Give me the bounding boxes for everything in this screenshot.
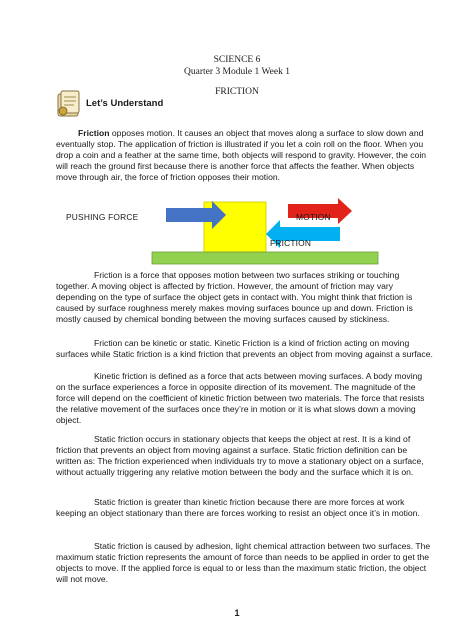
- friction-diagram: [60, 196, 420, 268]
- intro-paragraph: [56, 128, 434, 183]
- kinetic-static-paragraph: Friction can be kinetic or static. Kinetic Friction is a kind of friction acting on moving surfaces while Static friction is a kind friction that prevents an object from moving against a surface.: [56, 338, 433, 360]
- kinetic-friction-paragraph: Kinetic friction is defined as a force that acts between moving surfaces. A body moving on the surface experiences a force in opposite direction of its movement. The magnitude of the force will depend on the coefficient of kinetic friction between two materials. The force that resists the relative movement of the surfaces once they’re in motion or it is what slows down a moving object.: [56, 371, 425, 426]
- adhesion-paragraph: Static friction is caused by adhesion, light chemical attraction between two surfaces. The maximum static friction represents the amount of force than needs to be applied in order to get the objects to move. If the applied force is equal to or less than the maximum static friction, the object will not move.: [56, 541, 431, 585]
- section-title: Let’s Understand: [86, 98, 164, 109]
- static-friction-paragraph: Static friction occurs in stationary objects that keeps the object at rest. It is a kind of friction that prevents an object from moving against a surface. Static friction definition can be written as: The friction experienced when individuals try to move a stationary object on a surface, without actually triggering any relative motion between the body and the surface which it is on.: [56, 434, 424, 478]
- subject-heading: SCIENCE 6: [213, 55, 261, 65]
- topic-title: FRICTION: [215, 87, 259, 97]
- page-number: 1: [234, 608, 240, 618]
- intro-text: opposes motion. It causes an object that moves along a surface to slow down and eventually stop. The application of friction is illustrated if you let a coin roll on the floor. When you drop a coin and a feather at the same time, both objects will respond to gravity. However, the coin will reach the ground first because there is another force that affects the feather. When objects move through air, the force of friction opposes their motion.: [56, 128, 427, 183]
- friction-label: FRICTION: [270, 238, 312, 248]
- friction-definition-paragraph: Friction is a force that opposes motion between two surfaces striking or touching together. A moving object is affected by friction. However, the amount of friction may vary depending on the type of surface the object gets in contact with. You might think that friction is caused by surface roughness merely makes moving surfaces bounce up and down. Friction is mostly caused by chemical bonding between the moving surfaces caused by stickiness.: [56, 270, 413, 325]
- surface-bar: [152, 252, 378, 264]
- scroll-book-icon: [56, 90, 82, 118]
- pushing-force-label: PUSHING FORCE: [66, 212, 139, 222]
- intro-lead-term: Friction: [78, 128, 110, 138]
- motion-label: MOTION: [296, 212, 331, 222]
- module-heading: Quarter 3 Module 1 Week 1: [184, 67, 290, 77]
- static-vs-kinetic-paragraph: Static friction is greater than kinetic friction because there are more forces at work keeping an object stationary than there are forces working to resist an object once it’s in motion.: [56, 497, 420, 519]
- friction-diagram-graphic: [60, 196, 420, 268]
